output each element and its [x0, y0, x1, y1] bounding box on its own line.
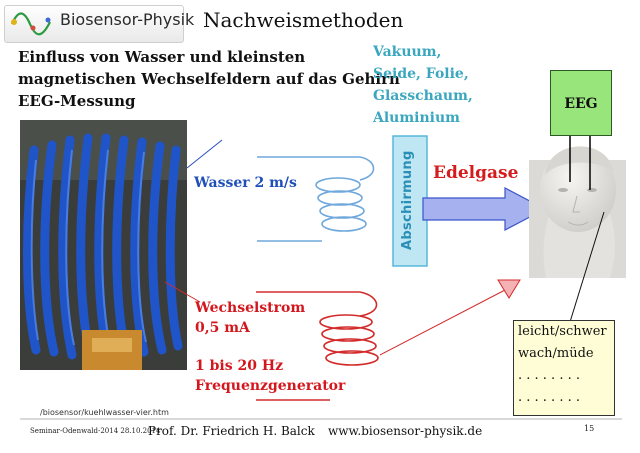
water-pointer-line [187, 140, 222, 168]
source-note: /biosensor/kuehlwasser-vier.htm [40, 408, 169, 417]
shield-label: Abschirmung [400, 150, 415, 250]
water-label: Wasser 2 m/s [194, 175, 297, 191]
head-photo [529, 146, 626, 278]
footer-seminar: Seminar-Odenwald-2014 28.10.2014 [30, 427, 161, 435]
coil-photo [20, 120, 187, 370]
frequency-line-1: 1 bis 20 Hz [195, 358, 284, 374]
material-aluminium: Aluminium [373, 110, 460, 126]
red-link-line [380, 290, 505, 355]
edelgase-label: Edelgase [433, 163, 519, 183]
footer-website: www.biosensor-physik.de [328, 424, 483, 438]
headline-line-3: EEG-Messung [18, 92, 136, 110]
note-line-1: leicht/schwer [518, 324, 607, 339]
material-vakuum: Vakuum, [373, 44, 442, 60]
triangle-marker-icon [498, 280, 520, 298]
logo-text: Biosensor-Physik [60, 10, 195, 29]
eeg-label: EEG [564, 96, 598, 112]
note-line-4: . . . . . . . . [518, 390, 580, 405]
note-line-3: . . . . . . . . [518, 368, 580, 383]
footer-author: Prof. Dr. Friedrich H. Balck [148, 424, 315, 438]
page-number: 15 [584, 424, 595, 433]
note-line-2: wach/müde [518, 346, 594, 361]
arrow-icon [423, 188, 545, 230]
material-seide-folie: Seide, Folie, [373, 66, 469, 82]
blue-coil-icon [257, 157, 374, 241]
current-line-1: Wechselstrom [195, 300, 306, 316]
frequency-line-2: Frequenzgenerator [195, 378, 346, 394]
page-title: Nachweismethoden [203, 8, 404, 32]
material-glasschaum: Glasschaum, [373, 88, 473, 104]
current-line-2: 0,5 mA [195, 320, 250, 336]
headline-line-2: magnetischen Wechselfeldern auf das Gehirn [18, 70, 400, 88]
headline-line-1: Einfluss von Wasser und kleinsten [18, 48, 306, 66]
